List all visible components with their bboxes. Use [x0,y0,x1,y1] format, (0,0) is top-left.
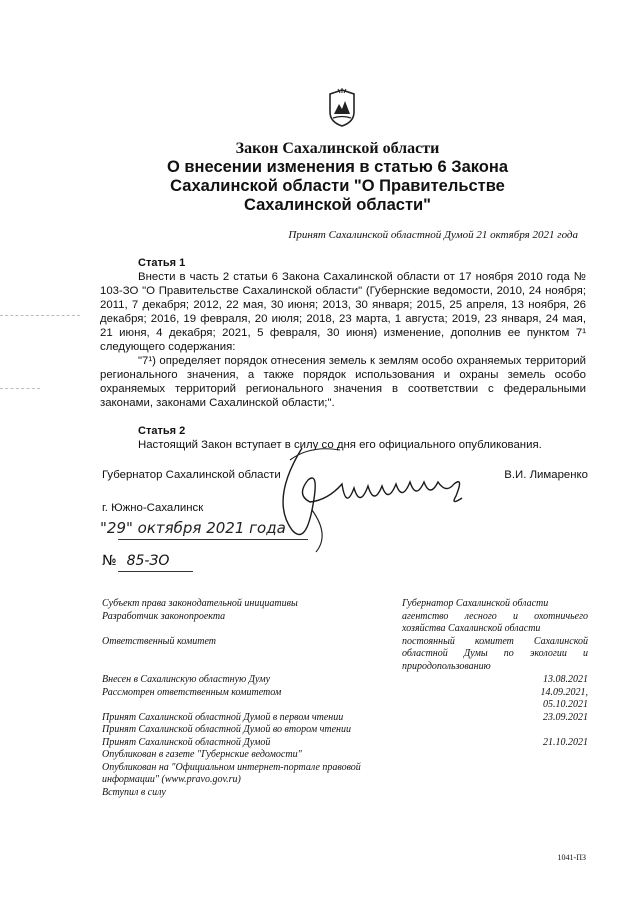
article-2-text: Настоящий Закон вступает в силу со дня его официального опубликования. [138,439,542,451]
event-date: 21.10.2021 [543,736,588,748]
date-underline [118,539,308,540]
law-title-block [150,140,525,215]
meta-event-dates [460,674,588,749]
article-1-paragraph-2: "7¹) определяет порядок отнесения земель к землям особо охраняемых территорий регионального значения, а также порядок использования и охраны земель особо охраняемых территорий регионального значения в соответствии с федеральными законами, законами Сахалинской области;". [100,355,586,409]
event-label: Внесен в Сахалинскую областную Думу [102,674,271,685]
event-label: Принят Сахалинской областной Думой во втором чтении [102,724,352,735]
city: г. Южно-Сахалинск [102,502,204,514]
number-handwritten: 85-ЗО [126,553,170,569]
event-label: Принят Сахалинской областной Думой в первом чтении [102,711,344,723]
law-number [102,553,169,569]
handwritten-signature [250,440,490,560]
event-label: Вступил в силу [102,786,166,798]
event-label: Принят Сахалинской областной Думой [102,736,271,748]
article-2-heading: Статья 2 [138,425,186,437]
meta-values [402,598,588,673]
law-title: Закон Сахалинской области [235,140,440,157]
governor-title: Губернатор Сахалинской области [102,469,281,481]
event-date: 14.09.2021, 05.10.2021 [540,686,588,710]
meta-events [102,674,402,799]
spacer [102,699,402,712]
event-date: 13.08.2021 [543,674,588,685]
signing-date: "29" октября 2021 года [100,519,286,537]
meta-labels [102,598,402,648]
article-1-heading: Статья 1 [138,257,186,269]
governor-name: В.И. Лимаренко [504,469,588,481]
event-date: 23.09.2021 [543,711,588,723]
article-1-paragraph-1: Внести в часть 2 статьи 6 Закона Сахалинской области от 17 ноября 2010 года № 103-ЗО "О Правительстве Сахалинской области" (Губернские ведомости, 2010, 24 ноября; 2011, 7 декабря; 2012, 22 мая, 30 июня; 2013, 30 января; 2015, 25 апреля, 13 ноября, 26 декабря; 2016, 19 февраля, 20 июля; 2018, 23 марта, 1 августа; 2019, 23 января, 24 мая, 21 июня, 4 декабря; 2021, 5 февраля, 30 июня) изменение, дополнив ее пунктом 7¹ следующего содержания: [100,271,586,353]
meta-label [102,623,402,636]
event-label: Опубликован в газете "Губернские ведомости" [102,749,302,760]
adoption-note: Принят Сахалинской областной Думой 21 октября 2021 года [288,229,578,241]
meta-label: Разработчик законопроекта [102,610,226,622]
margin-mark [0,388,40,389]
event-label: Рассмотрен ответственным комитетом [102,686,282,698]
meta-label: Субъект права законодательной инициативы [102,598,298,609]
article-1 [100,256,586,410]
law-subtitle: О внесении изменения в статью 6 Закона Сахалинской области "О Правительстве Сахалинской области" [166,158,509,214]
event-label: Опубликован на "Официальном интернет-портале правовой информации" (www.pravo.gov.ru) [102,761,361,785]
margin-mark [0,315,80,316]
coat-of-arms-icon [327,88,357,128]
number-prefix: № [102,553,117,569]
number-underline [118,571,193,572]
meta-label: Ответственный комитет [102,635,216,647]
document-code: 1041-ПЗ [557,853,586,862]
meta-value: Губернатор Сахалинской области агентство лесного и охотничьего хозяйства Сахалинской области постоянный комитет Сахалинской областной Думы по экологии и природопользованию [402,598,588,672]
spacer [460,724,588,737]
